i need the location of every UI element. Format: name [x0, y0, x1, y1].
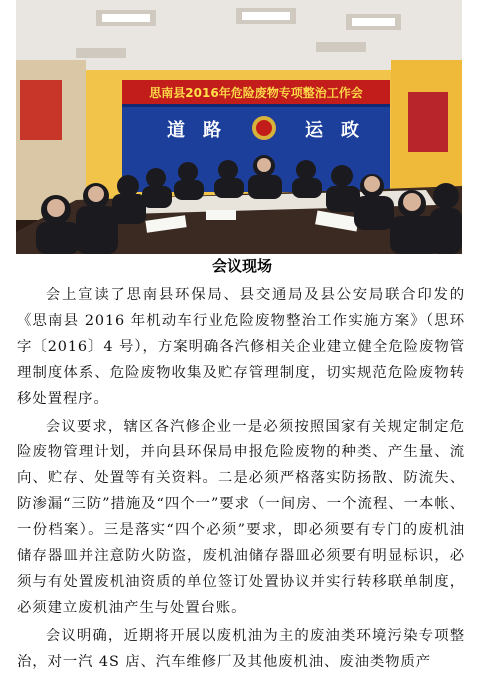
- paragraph-2: 会议要求，辖区各汽修企业一是必须按照国家有关规定制定危险废物管理计划，并向县环保局申报危险废物的种类、产生量、流向、贮存、处置等有关资料。二是必须严格落实防扬散、防流失、防渗漏“三防”措施及“四个一”要求（一间房、一个流程、一本帐、一份档案）。三是落实“四个必须”要求，即必须要有专门的废机油储存器皿并注意防火防盗，废机油储存器皿必须要有明显标识，必须与有处置废机油资质的单位签订处置协议并实行转移联单制度，必须建立废机油产生与处置台账。: [17, 418, 465, 616]
- photo-caption: 会议现场: [211, 257, 272, 275]
- backdrop-right-text: 运 政: [305, 120, 359, 141]
- backdrop-left-text: 道 路: [167, 120, 221, 141]
- paragraph-1: 会上宣读了思南县环保局、县交通局及县公安局联合印发的《思南县 2016 年机动车行业危险废物整治工作实施方案》（思环字〔2016〕4 号），方案明确各汽修相关企业建立健全危险废物管理制度体系、危险废物收集及贮存管理制度，切实规范危险废物转移处置程序。: [17, 287, 465, 407]
- banner-text: 思南县2016年危险废物专项整治工作会: [149, 86, 363, 100]
- meeting-photo: [16, 0, 462, 254]
- paragraph-3: 会议明确，近期将开展以废机油为主的废油类环境污染专项整治，对一汽 4S 店、汽车维修厂及其他废机油、废油类物质产: [17, 627, 465, 670]
- article-body: [17, 283, 465, 678]
